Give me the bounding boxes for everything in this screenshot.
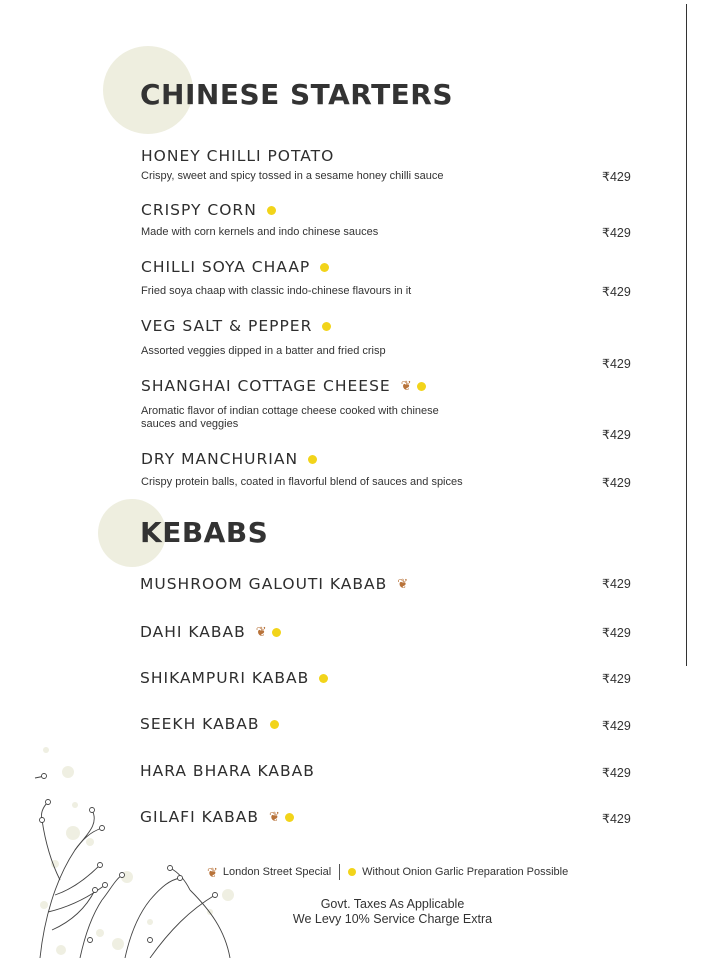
- menu-item-chilli-soya-chaap: [141, 258, 329, 276]
- menu-legend: [207, 864, 568, 880]
- item-description: Crispy protein balls, coated in flavorful blend of sauces and spices: [141, 476, 463, 488]
- item-price: ₹429: [602, 719, 631, 733]
- item-price: ₹429: [602, 428, 631, 442]
- right-border-line: [686, 4, 687, 666]
- london-street-special-icon: ❦: [255, 624, 268, 640]
- menu-item-veg-salt-pepper: [141, 317, 331, 335]
- menu-item-seekh-kabab: [140, 715, 279, 733]
- footer-notes: [260, 897, 525, 927]
- item-name: SEEKH KABAB: [140, 715, 260, 733]
- item-name: DAHI KABAB: [140, 623, 246, 641]
- no-onion-garlic-dot-icon: [308, 455, 317, 464]
- item-name: HARA BHARA KABAB: [140, 762, 315, 780]
- london-street-special-icon: ❦: [207, 864, 218, 880]
- item-description: Fried soya chaap with classic indo-chinese flavours in it: [141, 285, 412, 297]
- no-onion-garlic-dot-icon: [348, 868, 356, 876]
- no-onion-garlic-dot-icon: [322, 322, 331, 331]
- no-onion-garlic-dot-icon: [270, 720, 279, 729]
- item-name: HONEY CHILLI POTATO: [141, 147, 335, 165]
- item-price: ₹429: [602, 170, 631, 184]
- no-onion-garlic-dot-icon: [267, 206, 276, 215]
- item-name: DRY MANCHURIAN: [141, 450, 299, 468]
- item-name: GILAFI KABAB: [140, 808, 259, 826]
- section-title-kebabs: KEBABS: [140, 516, 269, 549]
- item-price: ₹429: [602, 626, 631, 640]
- legend-special-label: London Street Special: [222, 866, 332, 878]
- service-charge-note: We Levy 10% Service Charge Extra: [292, 912, 493, 926]
- item-description: Crispy, sweet and spicy tossed in a sesame honey chilli sauce: [141, 170, 444, 182]
- menu-item-dahi-kabab: [140, 623, 281, 641]
- item-name: MUSHROOM GALOUTI KABAB: [140, 575, 388, 593]
- item-name: CRISPY CORN: [141, 201, 257, 219]
- menu-item-mushroom-galouti-kabab: [140, 575, 409, 593]
- item-price: ₹429: [602, 766, 631, 780]
- no-onion-garlic-dot-icon: [417, 382, 426, 391]
- item-name: CHILLI SOYA CHAAP: [141, 258, 311, 276]
- item-name: SHIKAMPURI KABAB: [140, 669, 310, 687]
- item-price: ₹429: [602, 476, 631, 490]
- no-onion-garlic-dot-icon: [285, 813, 294, 822]
- item-price: ₹429: [602, 226, 631, 240]
- menu-item-shanghai-cottage-cheese: [141, 377, 426, 395]
- floral-branch-decoration: [30, 740, 240, 958]
- taxes-note: Govt. Taxes As Applicable: [320, 897, 465, 911]
- menu-item-crispy-corn: [141, 201, 276, 219]
- no-onion-garlic-dot-icon: [319, 674, 328, 683]
- no-onion-garlic-dot-icon: [320, 263, 329, 272]
- item-price: ₹429: [602, 285, 631, 299]
- item-name: VEG SALT & PEPPER: [141, 317, 313, 335]
- item-description: Made with corn kernels and indo chinese sauces: [141, 226, 379, 238]
- menu-item-shikampuri-kabab: [140, 669, 328, 687]
- legend-divider: [339, 864, 340, 880]
- item-price: ₹429: [602, 672, 631, 686]
- item-price: ₹429: [602, 357, 631, 371]
- london-street-special-icon: ❦: [268, 809, 281, 825]
- london-street-special-icon: ❦: [400, 378, 413, 394]
- item-name: SHANGHAI COTTAGE CHEESE: [141, 377, 391, 395]
- no-onion-garlic-dot-icon: [272, 628, 281, 637]
- item-price: ₹429: [602, 577, 631, 591]
- menu-item-dry-manchurian: [141, 450, 317, 468]
- section-title-chinese-starters: CHINESE STARTERS: [140, 78, 454, 111]
- item-price: ₹429: [602, 812, 631, 826]
- item-description: Aromatic flavor of indian cottage cheese cooked with chinese sauces and veggies: [141, 405, 439, 430]
- item-description: Assorted veggies dipped in a batter and fried crisp: [141, 345, 386, 357]
- london-street-special-icon: ❦: [397, 576, 410, 592]
- menu-item-honey-chilli-potato: [141, 147, 334, 165]
- legend-no-onion-garlic-label: Without Onion Garlic Preparation Possible: [362, 866, 569, 878]
